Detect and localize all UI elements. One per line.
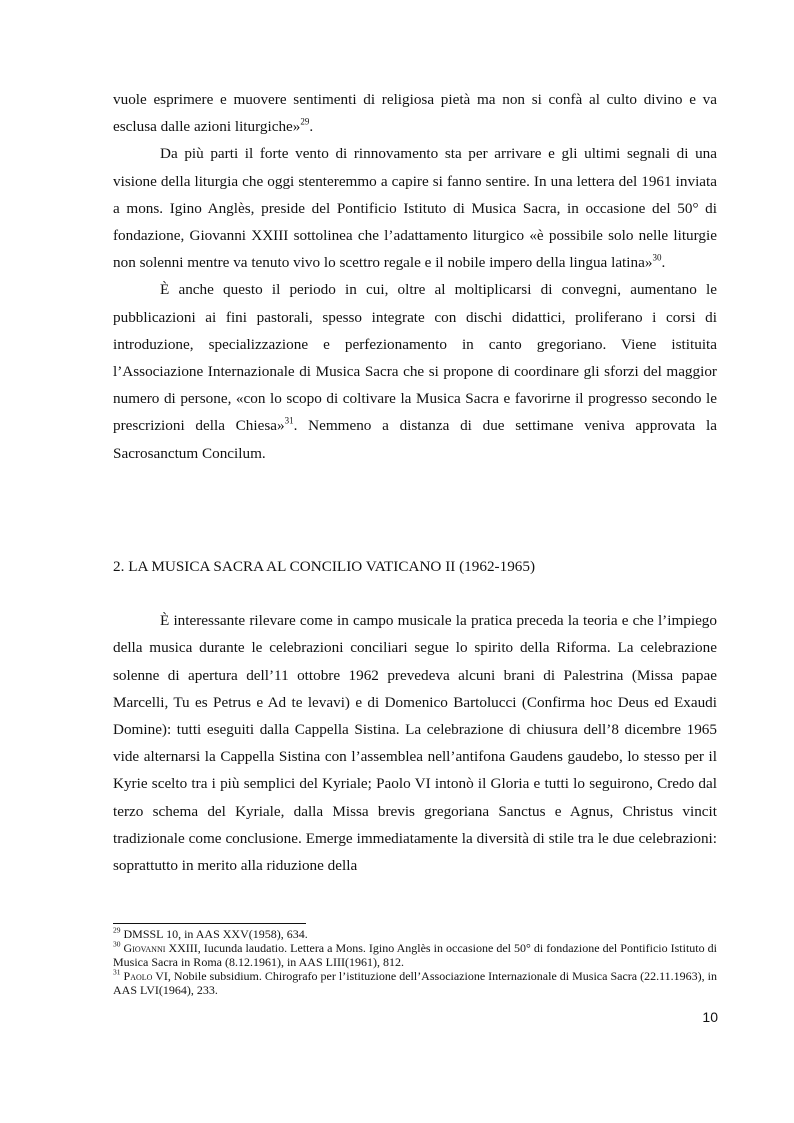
page-number: 10	[702, 1009, 718, 1025]
paragraph-2: Da più parti il forte vento di rinnovamento sta per arrivare e gli ultimi segnali di una visione della liturgia che oggi stenteremmo a capire si fanno sentire. In una lettera del 1961 inviata a mons. Igino Anglès, preside del Pontificio Istituto di Musica Sacra, in occasione del 50° di fondazione, Giovanni XXIII sottolinea che l’adattamento liturgico «è possibile solo nelle liturgie non solenni mentre va tenuto vivo lo scettro regale e il nobile impero della lingua latina»$^{30}$.	[113, 145, 717, 272]
footnote-ref-30[interactable]: 30	[652, 252, 662, 263]
footnote-29: $^{29}$ DMSSL 10, in AAS XXV(1958), 634.	[113, 925, 308, 941]
footnote-31: $^{31}$ Paolo VI, Nobile subsidium. Chirografo per l’istituzione dell’Associazione Internazionale di Musica Sacra (22.11.1963), in AAS LVI(1964), 233.	[113, 967, 718, 997]
footnote-30: $^{30}$ Giovanni XXIII, Iucunda laudatio. Lettera a Mons. Igino Anglès in occasione del 50° di fondazione del Pontificio Istituto di Musica Sacra in Roma (8.12.1961), in AAS LIII(1961), 812.	[113, 939, 718, 969]
footnotes	[113, 925, 718, 998]
body-text-section	[113, 592, 717, 894]
section-heading: 2. LA MUSICA SACRA AL CONCILIO VATICANO II (1962-1965)	[113, 558, 536, 575]
footnote-ref-29[interactable]: 29	[300, 116, 310, 127]
paragraph-3: È anche questo il periodo in cui, oltre al moltiplicarsi di convegni, aumentano le pubblicazioni ai fini pastorali, spesso integrate con dischi didattici, proliferano i corsi di introduzione, specializzazione e perfezionamento in canto gregoriano. Viene istituita l’Associazione Internazionale di Musica Sacra che si propone di coordinare gli sforzi del maggior numero di persone, «con lo scopo di coltivare la Musica Sacra e favorirne il progresso secondo le prescrizioni della Chiesa»$^{31}$. Nemmeno a distanza di due settimane veniva approvata la Sacrosanctum Concilum.	[113, 281, 717, 462]
footnote-ref-31[interactable]: 31	[284, 415, 294, 426]
body-text-top	[113, 86, 717, 467]
footnote-divider	[113, 923, 306, 924]
paragraph-4: È interessante rilevare come in campo musicale la pratica preceda la teoria e che l’impiego della musica durante le celebrazioni conciliari segue lo spirito della Riforma. La celebrazione solenne di apertura dell’11 ottobre 1962 prevedeva alcuni brani di Palestrina (Missa papae Marcelli, Tu es Petrus e Ad te levavi) e di Domenico Bartolucci (Confirma hoc Deus ed Exaudi Domine): tutti eseguiti dalla Cappella Sistina. La celebrazione di chiusura dell’8 dicembre 1965 vide alternarsi la Cappella Sistina con l’assemblea nell’antifona Gaudens gaudebo, lo stesso per il Kyrie scelto tra i più semplici del Kyriale; Paolo VI intonò il Gloria e tutti lo seguirono, Credo dal terzo schema del Kyriale, dalla Missa brevis gregoriana Sanctus e Agnus, Christus vincit tradizionale come conclusione. Emerge immediatamente la diversità di stile tra le due celebrazioni: soprattutto in merito alla riduzione della	[113, 612, 717, 875]
paragraph-1: vuole esprimere e muovere sentimenti di religiosa pietà ma non si confà al culto divino e va esclusa dalle azioni liturgiche»$^{29}$.	[113, 91, 717, 136]
